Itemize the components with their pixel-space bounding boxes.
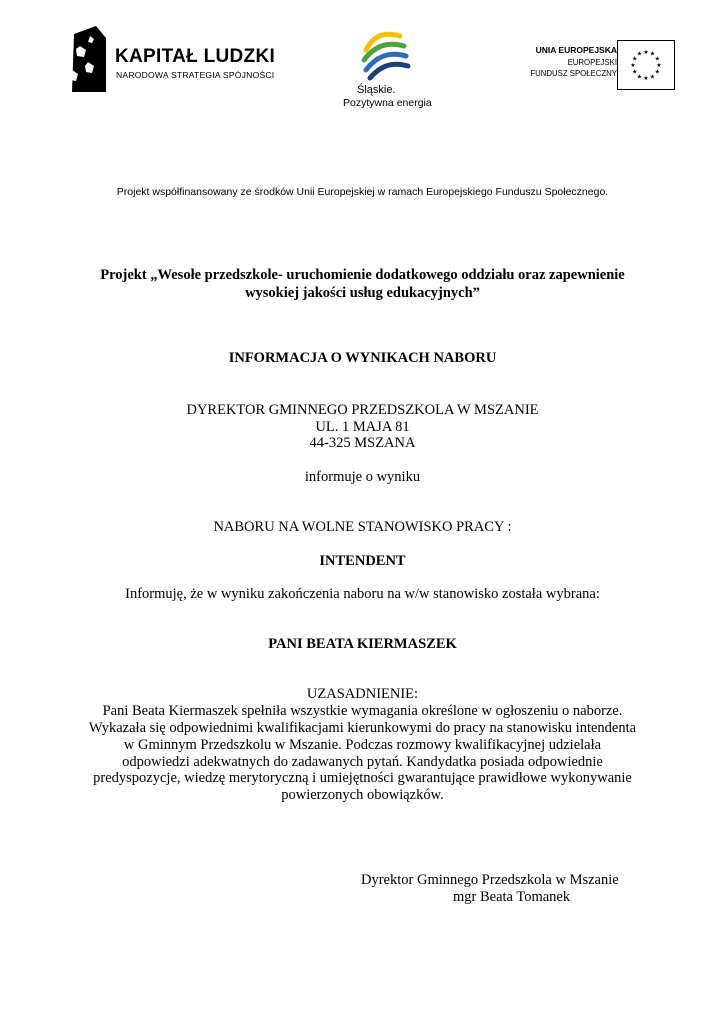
justification-line: predyspozycje, wiedzę merytoryczną i umiejętności gwarantujące prawidłowe wykonywanie — [93, 770, 632, 786]
address-line3: 44-325 MSZANA — [309, 435, 416, 451]
svg-text:★: ★ — [632, 55, 638, 63]
project-title-line1: Projekt „Wesołe przedszkole- uruchomienie dodatkowego oddziału oraz zapewnienie — [100, 267, 625, 283]
justification-title: UZASADNIENIE: — [306, 686, 419, 702]
kapital-ludzki-logo — [66, 26, 276, 98]
svg-text:★: ★ — [656, 62, 662, 69]
address-line1: DYREKTOR GMINNEGO PRZEDSZKOLA W MSZANIE — [186, 402, 539, 418]
address-line2: UL. 1 MAJA 81 — [315, 419, 410, 435]
slaskie-name: Śląskie. — [357, 84, 396, 96]
ue-efs-logo — [520, 40, 680, 92]
ue-line2: EUROPEJSKI — [567, 58, 617, 67]
svg-text:★: ★ — [654, 55, 660, 63]
informs-text: informuje o wyniku — [304, 469, 421, 485]
kapital-ludzki-subtitle: NARODOWA STRATEGIA SPÓJNOŚCI — [116, 70, 275, 80]
position-name: INTENDENT — [319, 553, 406, 569]
svg-text:★: ★ — [643, 49, 649, 56]
justification-line: Wykazała się odpowiednimi kwalifikacjami kierunkowymi do pracy na stanowisku intendenta — [88, 720, 637, 736]
page-title: INFORMACJA O WYNIKACH NABORU — [228, 350, 497, 366]
svg-text:★: ★ — [649, 50, 656, 58]
signature-name: mgr Beata Tomanek — [453, 889, 571, 905]
ue-line1: UNIA EUROPEJSKA — [535, 45, 617, 55]
justification-line: w Gminnym Przedszkolu w Mszanie. Podczas rozmowy kwalifikacyjnej udzielała — [123, 737, 602, 753]
slaskie-waves-icon — [360, 30, 412, 84]
cofinance-note: Projekt współfinansowany ze środków Unii Europejskiej w ramach Europejskiego Funduszu Społecznego. — [116, 186, 609, 198]
recruitment-text: NABORU NA WOLNE STANOWISKO PRACY : — [213, 519, 512, 535]
svg-text:★: ★ — [632, 68, 638, 76]
slaskie-tagline: Pozytywna energia — [343, 97, 432, 109]
svg-text:★: ★ — [636, 50, 643, 58]
signature-title: Dyrektor Gminnego Przedszkola w Mszanie — [361, 872, 619, 888]
justification-line: odpowiedzi adekwatnych do zadawanych pytań. Kandydatka posiada odpowiednie — [122, 754, 603, 770]
justification-line: powierzonych obowiązków. — [281, 787, 444, 803]
slaskie-logo — [340, 30, 440, 112]
project-title-line2: wysokiej jakości usług edukacyjnych” — [245, 285, 480, 301]
eu-flag-icon — [617, 40, 675, 90]
result-intro: Informuję, że w wyniku zakończenia naboru na w/w stanowisko została wybrana: — [125, 586, 600, 602]
svg-text:★: ★ — [654, 68, 660, 76]
svg-text:★: ★ — [643, 75, 649, 82]
svg-text:★: ★ — [649, 73, 656, 81]
kapital-ludzki-emblem-icon — [66, 26, 112, 94]
justification-line: Pani Beata Kiermaszek spełniła wszystkie wymagania określone w ogłoszeniu o naborze. — [102, 703, 623, 719]
kapital-ludzki-title: KAPITAŁ LUDZKI — [115, 46, 276, 67]
selected-candidate: PANI BEATA KIERMASZEK — [268, 636, 457, 652]
ue-line3: FUNDUSZ SPOŁECZNY — [530, 69, 617, 78]
svg-text:★: ★ — [636, 73, 643, 81]
svg-text:★: ★ — [630, 62, 636, 69]
